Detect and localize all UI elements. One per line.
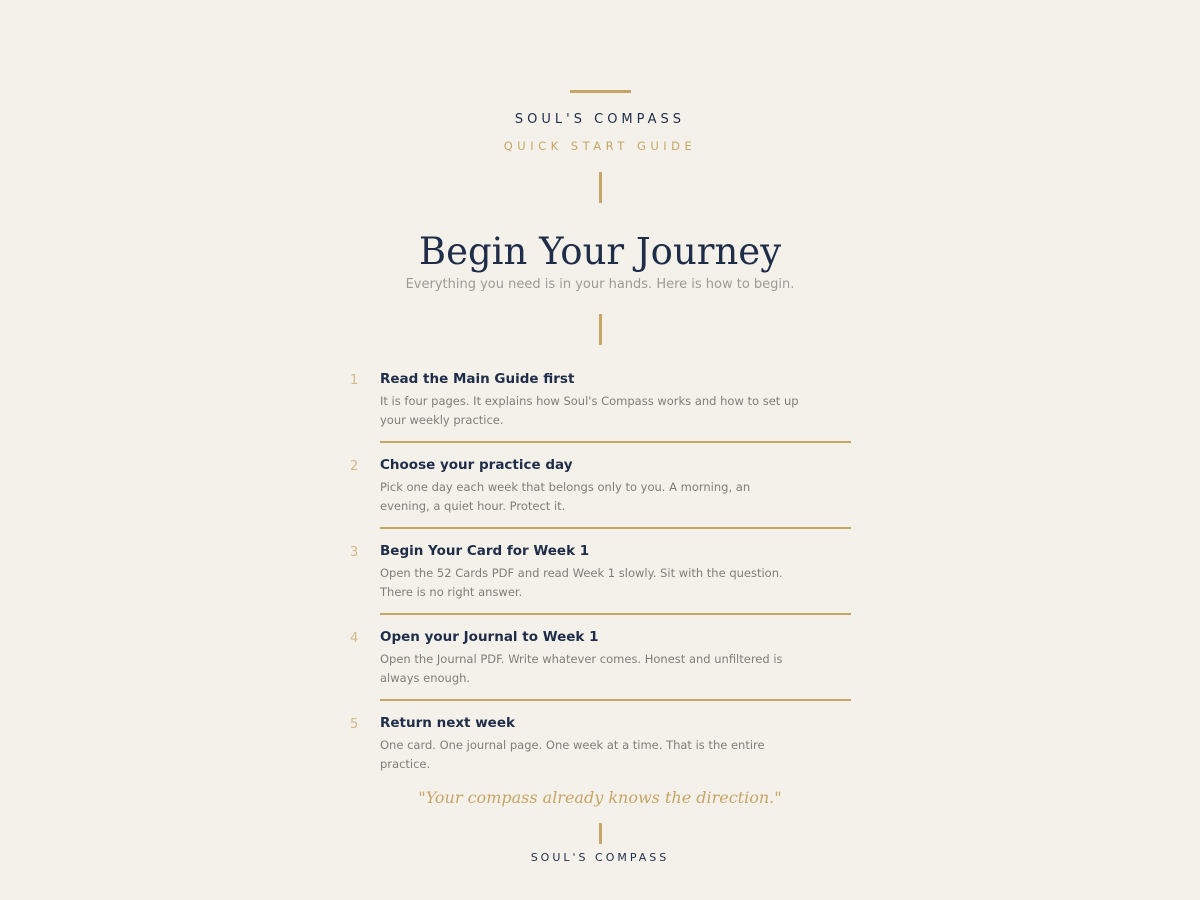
vertical-divider bbox=[599, 823, 602, 844]
step-description: Pick one day each week that belongs only to you. A morning, an evening, a quiet hour. Protect it. bbox=[380, 480, 751, 513]
step-description: One card. One journal page. One week at a time. That is the entire practice. bbox=[380, 738, 765, 771]
step-item bbox=[345, 540, 851, 626]
step-divider bbox=[380, 699, 851, 701]
step-body bbox=[380, 540, 851, 615]
page-subtitle: Everything you need is in your hands. Here is how to begin. bbox=[405, 277, 795, 292]
vertical-divider bbox=[599, 172, 602, 203]
step-body bbox=[380, 368, 851, 443]
step-title: Open your Journal to Week 1 bbox=[380, 629, 599, 645]
step-number: 3 bbox=[350, 545, 359, 560]
step-number: 5 bbox=[350, 717, 359, 732]
step-title: Read the Main Guide first bbox=[380, 371, 575, 387]
step-body bbox=[380, 626, 851, 701]
step-divider bbox=[380, 613, 851, 615]
top-gold-rule bbox=[570, 90, 631, 93]
step-description: Open the Journal PDF. Write whatever comes. Honest and unfiltered is always enough. bbox=[380, 652, 783, 685]
step-item bbox=[345, 626, 851, 712]
step-divider bbox=[380, 527, 851, 529]
step-number: 1 bbox=[350, 373, 359, 388]
vertical-divider bbox=[599, 314, 602, 345]
step-body bbox=[380, 712, 851, 774]
guide-label: QUICK START GUIDE bbox=[503, 139, 697, 153]
step-divider bbox=[380, 441, 851, 443]
footer-brand: SOUL'S COMPASS bbox=[530, 851, 670, 864]
step-number: 4 bbox=[350, 631, 359, 646]
step-description: Open the 52 Cards PDF and read Week 1 slowly. Sit with the question. There is no right answer. bbox=[380, 566, 783, 599]
step-description: It is four pages. It explains how Soul's Compass works and how to set up your weekly practice. bbox=[380, 394, 799, 427]
step-item bbox=[345, 454, 851, 540]
closing-quote: "Your compass already knows the direction." bbox=[418, 788, 782, 807]
step-number: 2 bbox=[350, 459, 359, 474]
step-title: Begin Your Card for Week 1 bbox=[380, 543, 590, 559]
step-item bbox=[345, 368, 851, 454]
step-title: Choose your practice day bbox=[380, 457, 573, 473]
step-body bbox=[380, 454, 851, 529]
brand-name: SOUL'S COMPASS bbox=[514, 112, 686, 127]
step-title: Return next week bbox=[380, 715, 515, 731]
step-item bbox=[345, 712, 851, 772]
page-title: Begin Your Journey bbox=[418, 230, 782, 273]
steps-list bbox=[345, 368, 851, 772]
